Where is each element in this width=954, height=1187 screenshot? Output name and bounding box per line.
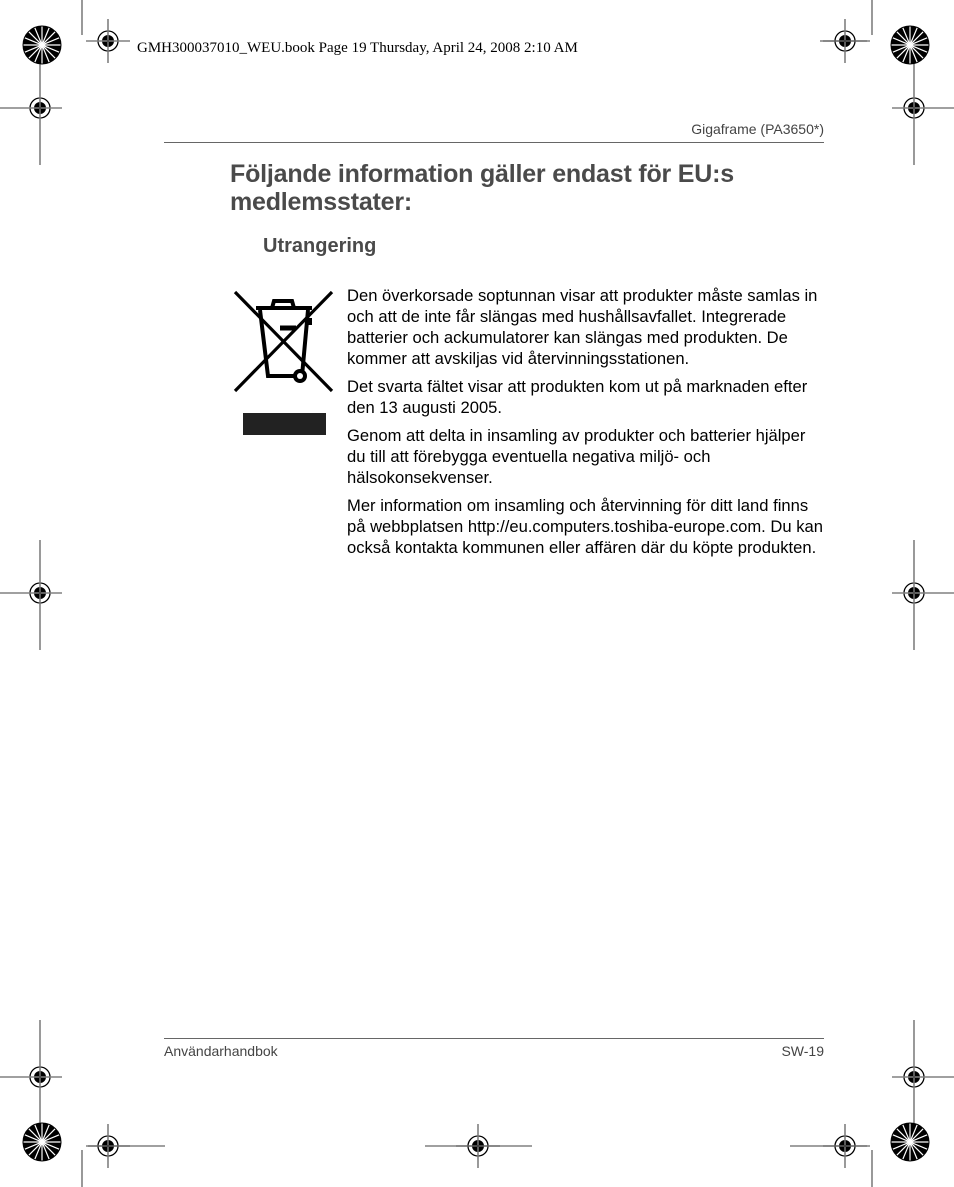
paragraph-black-bar: Det svarta fältet visar att produkten kom ut på marknaden efter den 13 augusti 2005. bbox=[347, 377, 808, 417]
section-title: Följande information gäller endast för EU:s medlemsstater: bbox=[230, 160, 734, 216]
footer-manual-name: Användarhandbok bbox=[164, 1043, 278, 1059]
footer-rule bbox=[164, 1038, 824, 1039]
print-slug: GMH300037010_WEU.book Page 19 Thursday, April 24, 2008 2:10 AM bbox=[137, 40, 578, 56]
page-number: SW-19 bbox=[781, 1043, 824, 1059]
paragraph-bin-symbol: Den överkorsade soptunnan visar att produkter måste samlas in och att de inte får slängas med hushållsavfallet. Integrerade batterier och ackumulatorer kan slängas med produkten. De kommer att avskiljas vid återvinningsstationen. bbox=[347, 286, 818, 368]
header-rule bbox=[164, 142, 824, 143]
crossed-out-wheelie-bin-icon bbox=[230, 288, 335, 438]
disposal-text bbox=[347, 285, 827, 565]
paragraph-more-info: Mer information om insamling och återvinning för ditt land finns på webbplatsen http://eu.computers.toshiba-europe.com. Du kan också kontakta kommunen eller affären där du köpte produkten. bbox=[347, 496, 823, 557]
paragraph-health: Genom att delta in insamling av produkter och batterier hjälper du till att förebygga eventuella negativa miljö- och hälsokonsekvenser. bbox=[347, 426, 806, 487]
running-header: Gigaframe (PA3650*) bbox=[691, 121, 824, 137]
section-subtitle: Utrangering bbox=[263, 235, 377, 257]
